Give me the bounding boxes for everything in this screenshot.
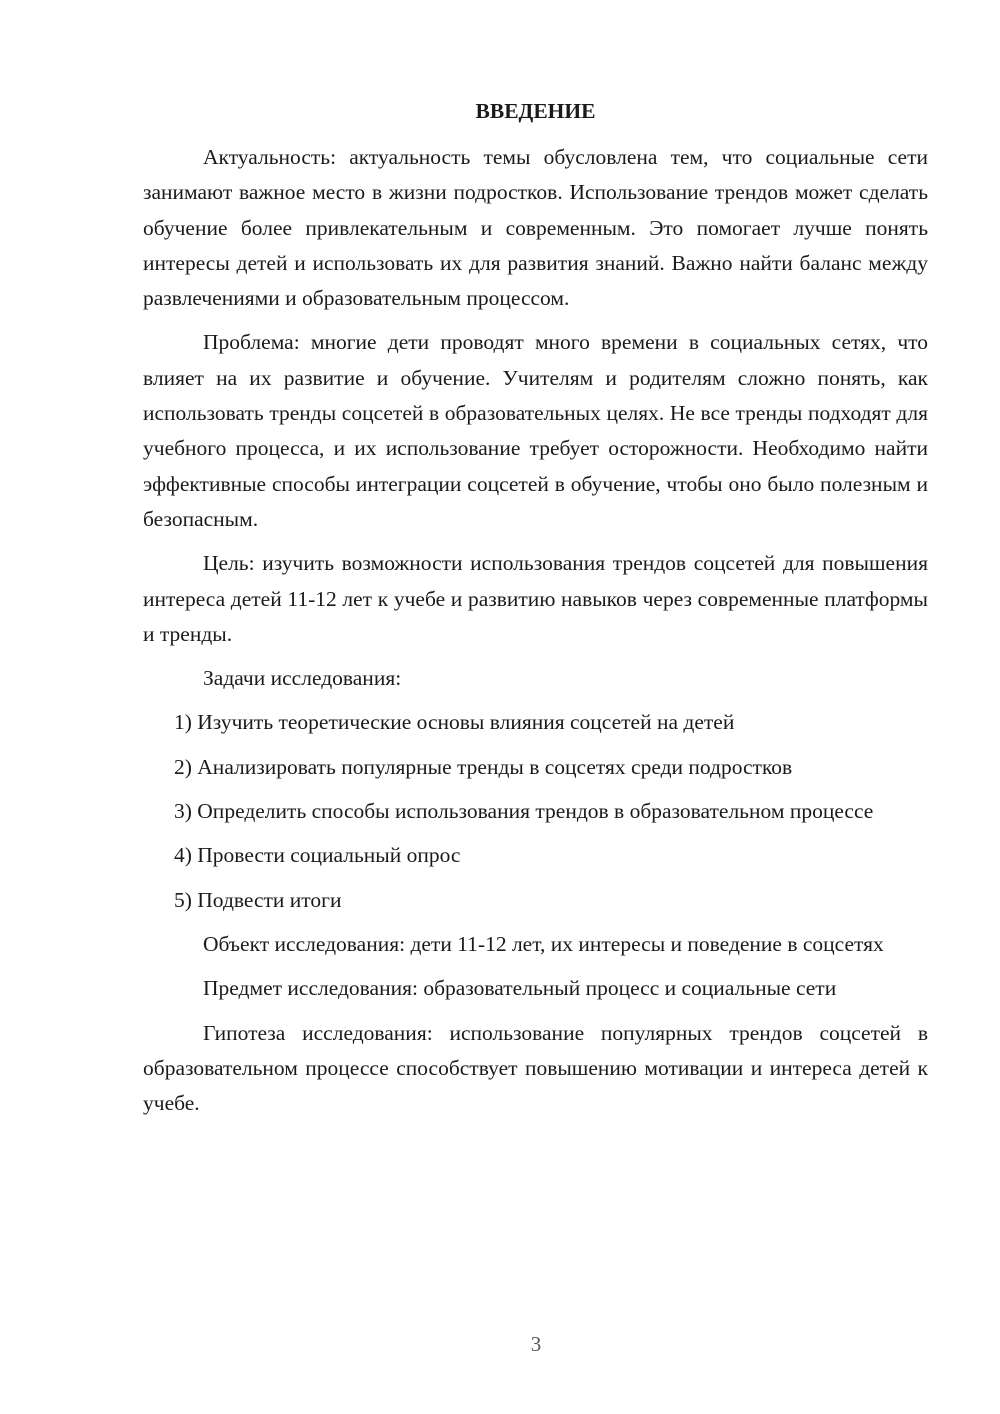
task-item: 2) Анализировать популярные тренды в соцсетях среди подростков <box>174 754 793 779</box>
problem-paragraph: Проблема: многие дети проводят много времени в социальных сетях, что влияет на их развитие и обучение. Учителям и родителям сложно понять, как использовать тренды соцсетей в образовательных целях. Не все тренды подходят для учебного процесса, и их использование требует осторожности. Необходимо найти эффективные способы интеграции соцсетей в обучение, чтобы оно было полезным и безопасным. <box>143 330 928 531</box>
task-item: 3) Определить способы использования трендов в образовательном процессе <box>174 799 874 824</box>
task-item: 5) Подвести итоги <box>174 887 342 912</box>
page-title: ВВЕДЕНИЕ <box>475 99 596 123</box>
task-item: 1) Изучить теоретические основы влияния соцсетей на детей <box>174 710 735 735</box>
relevance-paragraph: Актуальность: актуальность темы обусловлена тем, что социальные сети занимают важное место в жизни подростков. Использование трендов может сделать обучение более привлекательным и современным. Это помогает лучше понять интересы детей и использовать их для развития знаний. Важно найти баланс между развлечениями и образовательным процессом. <box>143 145 928 311</box>
tasks-heading: Задачи исследования: <box>203 666 402 691</box>
page-number: 3 <box>530 1332 542 1356</box>
goal-paragraph: Цель: изучить возможности использования трендов соцсетей для повышения интереса детей 11-12 лет к учебе и развитию навыков через современные платформы и тренды. <box>143 551 928 646</box>
document-page <box>143 92 928 1130</box>
hypothesis-paragraph: Гипотеза исследования: использование популярных трендов соцсетей в образовательном процессе способствует повышению мотивации и интереса детей к учебе. <box>143 1020 928 1116</box>
object-paragraph: Объект исследования: дети 11-12 лет, их интересы и поведение в соцсетях <box>203 931 884 956</box>
subject-paragraph: Предмет исследования: образовательный процесс и социальные сети <box>203 976 837 1001</box>
task-item: 4) Провести социальный опрос <box>174 843 461 868</box>
